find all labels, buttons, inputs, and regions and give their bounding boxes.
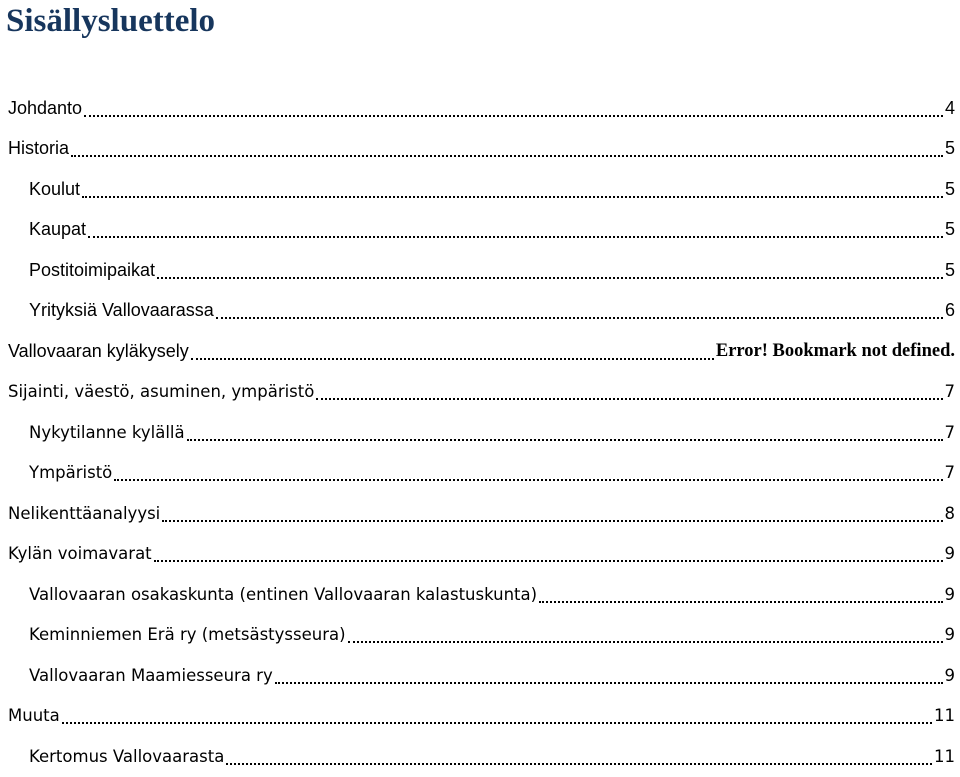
toc-dot-leader <box>275 682 943 684</box>
toc-entry-title[interactable]: Keminniemen Erä ry (metsästysseura) <box>29 625 346 645</box>
toc-entry[interactable] <box>0 169 960 210</box>
toc-page-number: 9 <box>944 625 955 645</box>
toc-entry[interactable] <box>0 250 960 291</box>
toc-dot-leader <box>82 196 943 198</box>
toc-entry-title[interactable]: Nykytilanne kylällä <box>29 422 185 442</box>
toc-entry-title[interactable]: Vallovaaran osakaskunta (entinen Vallovaaran kalastuskunta) <box>29 584 538 604</box>
toc-entry-title[interactable]: Nelikenttäanalyysi <box>8 503 161 523</box>
toc-dot-leader <box>62 722 932 724</box>
toc-page-number: 8 <box>944 503 955 523</box>
toc-page-number: 7 <box>944 463 955 483</box>
toc-entry[interactable] <box>0 453 960 494</box>
toc-dot-leader <box>88 236 943 238</box>
toc-dot-leader <box>539 601 942 603</box>
toc-page-number: 6 <box>944 300 955 321</box>
toc-page-number: 7 <box>944 422 955 442</box>
toc-dot-leader <box>154 560 943 562</box>
toc-entry-title[interactable]: Historia <box>8 138 70 159</box>
toc-dot-leader <box>216 317 943 319</box>
toc-entry-title[interactable]: Koulut <box>29 178 81 199</box>
toc-entry[interactable] <box>0 574 960 615</box>
toc-dot-leader <box>191 358 714 360</box>
toc-page-number: 11 <box>934 706 955 726</box>
toc-page-number: 4 <box>944 97 955 118</box>
toc-entry-title[interactable]: Vallovaaran kyläkysely <box>8 340 189 361</box>
toc-page-number: 9 <box>944 665 955 685</box>
toc-page-number: 5 <box>944 259 955 280</box>
toc-entry[interactable] <box>0 372 960 413</box>
toc-dot-leader <box>84 115 943 117</box>
toc-dot-leader <box>316 398 942 400</box>
toc-entry[interactable] <box>0 696 960 737</box>
toc-entry[interactable] <box>0 291 960 332</box>
toc-dot-leader <box>348 641 943 643</box>
toc-dot-leader <box>114 479 942 481</box>
toc-page-number: 9 <box>944 544 955 564</box>
toc-entry[interactable] <box>0 331 960 372</box>
toc-dot-leader <box>157 277 943 279</box>
toc-entry-title[interactable]: Postitoimipaikat <box>29 259 156 280</box>
toc-entry-title[interactable]: Muuta <box>8 706 60 726</box>
toc-entry[interactable] <box>0 412 960 453</box>
toc-dot-leader <box>187 439 943 441</box>
toc-page-number: 5 <box>944 219 955 240</box>
toc-entry[interactable] <box>0 88 960 129</box>
toc-entry[interactable] <box>0 615 960 656</box>
toc-page-number: 9 <box>944 584 955 604</box>
toc-entry-title[interactable]: Kylän voimavarat <box>8 544 152 564</box>
toc-entry-title[interactable]: Sijainti, väestö, asuminen, ympäristö <box>8 382 315 402</box>
table-of-contents <box>0 88 960 777</box>
toc-entry[interactable] <box>0 129 960 170</box>
toc-entry-title[interactable]: Kertomus Vallovaarasta <box>29 746 225 766</box>
toc-entry-title[interactable]: Kaupat <box>29 219 87 240</box>
toc-entry[interactable] <box>0 534 960 575</box>
toc-error-message: Error! Bookmark not defined. <box>715 340 955 361</box>
toc-entry[interactable] <box>0 210 960 251</box>
toc-page-number: 5 <box>944 178 955 199</box>
toc-entry-title[interactable]: Johdanto <box>8 97 83 118</box>
page-title: Sisällysluettelo <box>6 3 216 39</box>
toc-dot-leader <box>162 520 942 522</box>
toc-entry-title[interactable]: Ympäristö <box>29 463 113 483</box>
toc-entry[interactable] <box>0 736 960 777</box>
toc-entry[interactable] <box>0 493 960 534</box>
toc-page-number: 11 <box>934 746 955 766</box>
toc-page-number: 5 <box>944 138 955 159</box>
toc-entry-title[interactable]: Yrityksiä Vallovaarassa <box>29 300 214 321</box>
toc-dot-leader <box>71 155 943 157</box>
toc-entry[interactable] <box>0 655 960 696</box>
toc-entry-title[interactable]: Vallovaaran Maamiesseura ry <box>29 665 273 685</box>
toc-page-number: 7 <box>944 382 955 402</box>
